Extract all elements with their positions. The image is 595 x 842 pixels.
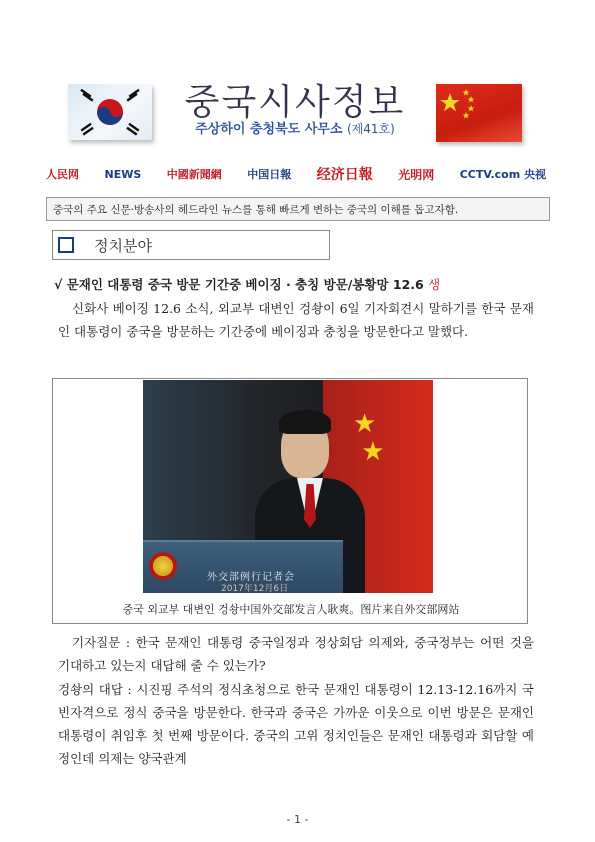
newsletter-title: 중국시사정보: [184, 82, 406, 123]
article-headline: [54, 275, 440, 293]
chinanews-logo: 中國新聞網: [166, 168, 222, 181]
section-heading: [52, 230, 330, 260]
news-logo: NEWS: [104, 167, 142, 181]
checkbox-icon: [58, 237, 74, 253]
photo-caption: 중국 외교부 대변인 겅솽中国外交部发言人耿爽。图片来自外交部网站: [122, 603, 460, 616]
flag-stars-icon: ★ ★: [353, 409, 385, 467]
newsletter-subtitle: [160, 118, 430, 137]
korea-flag-icon: [68, 84, 152, 140]
people-logo: 人民网: [46, 168, 79, 181]
spokesperson-photo: [143, 380, 433, 593]
article-paragraph-1: 신화사 베이징 12.6 소식, 외교부 대변인 겅솽이 6일 기자회견시 말하기를 한국 문재인 대통령이 중국을 방문하는 기간중에 베이징과 충칭을 방문한다고 말했다.: [58, 301, 534, 339]
korea-flag-image: [68, 84, 152, 140]
photo-overlay-date: 2017年12月6日: [221, 584, 289, 593]
media-logos-row: [46, 158, 546, 190]
china-flag-icon: [436, 84, 522, 142]
office-name: 주상하이 충청북도 사무소: [195, 122, 343, 137]
economic-daily-logo: 经济日報: [316, 167, 373, 183]
section-label: 정치분야: [94, 236, 152, 255]
headline-text: √ 문재인 대통령 중국 방문 기간중 베이징 · 충칭 방문/봉황망 12.6: [54, 277, 424, 292]
article-paragraph-2: 기자질문 : 한국 문재인 대통령 중국일정과 정상회담 의제와, 중국정부는 어떤 것을 기대하고 있는지 대답해 줄 수 있는가?: [58, 635, 534, 673]
headline-tag: 생: [428, 277, 441, 292]
article-paragraph-3: 겅솽의 대답 : 시진핑 주석의 정식초청으로 한국 문재인 대통령이 12.13-12.16까지 국빈자격으로 정식 중국을 방문한다. 한국과 중국은 가까운 이웃으로 이번 방문은 문재인 대통령이 취임후 첫 번째 방문이다. 중국의 고위 정치인들은 문재인 대통령과 회담할 예정인데 의제는 양국관계: [58, 682, 534, 766]
person-hair: [279, 410, 331, 434]
gmw-logo: 光明网: [398, 167, 435, 182]
photo-frame: [52, 378, 528, 624]
issue-number: (제41호): [346, 122, 395, 136]
photo-overlay-title: 外交部例行记者会: [207, 572, 295, 583]
china-flag-image: [436, 84, 522, 142]
national-emblem-icon: [149, 552, 177, 580]
cctv-logo: CCTV.com 央视: [459, 168, 546, 181]
chinadaily-logo: 中国日報: [247, 168, 292, 181]
page-number: - 1 -: [286, 813, 309, 826]
intro-banner: 중국의 주요 신문·방송사의 헤드라인 뉴스를 통해 빠르게 변하는 중국의 이해를 돕고자함.: [46, 197, 550, 221]
